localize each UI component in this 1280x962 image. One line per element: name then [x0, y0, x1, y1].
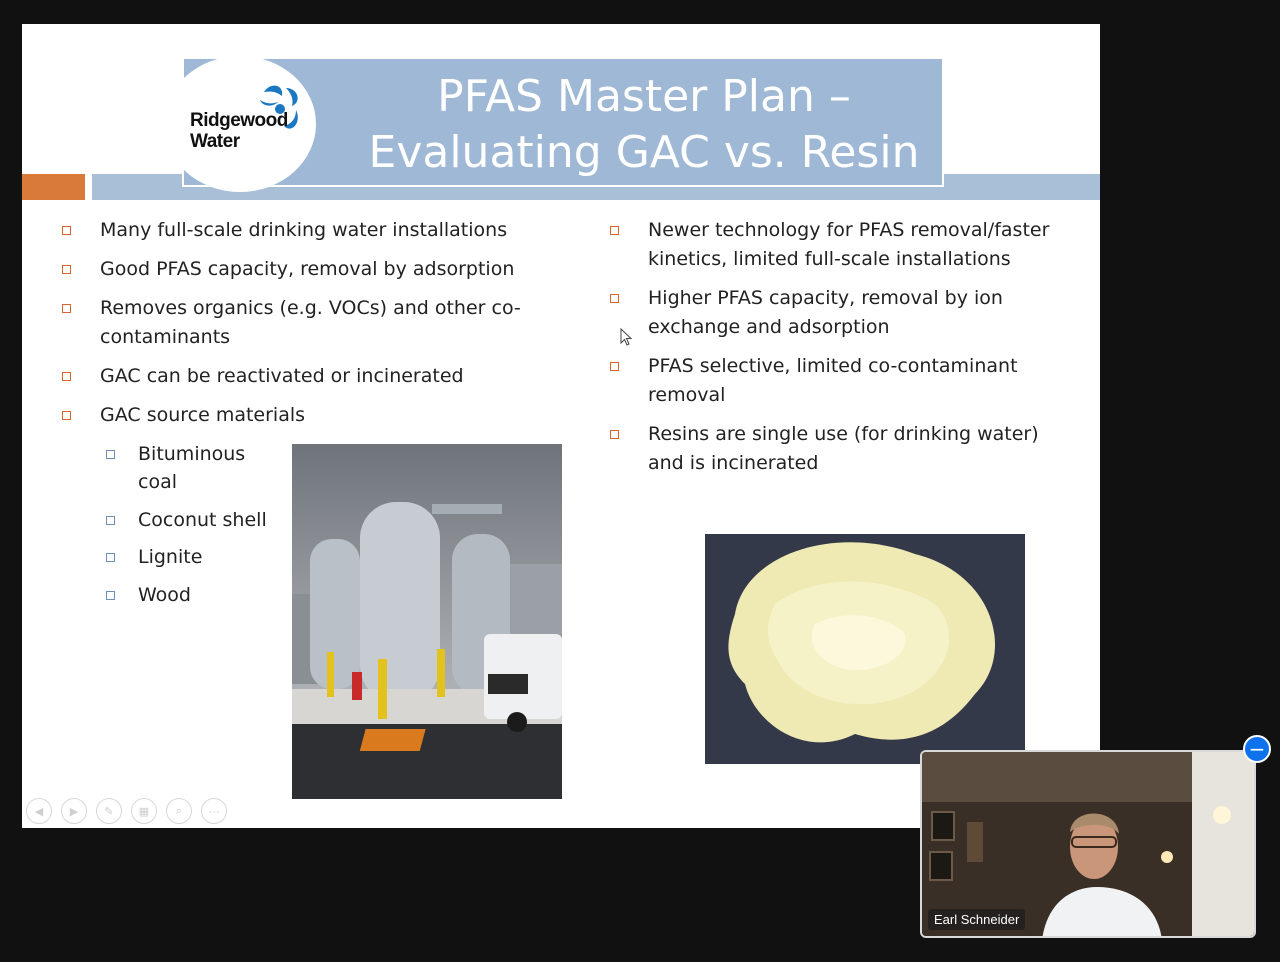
participant-name: Earl Schneider [928, 909, 1025, 930]
bullet-text: Resins are single use (for drinking water) and is incinerated [648, 423, 1039, 474]
bullet-text: Bituminous coal [138, 443, 246, 493]
slide-title: PFAS Master Plan – Evaluating GAC vs. Resin [368, 71, 920, 178]
bullet-icon [610, 362, 619, 371]
bullet-icon [610, 226, 619, 235]
resin-bullet-list [610, 216, 1050, 488]
slides-icon[interactable]: ▦ [131, 798, 157, 824]
presentation-slide [22, 24, 1100, 828]
list-item [106, 581, 286, 609]
list-item [62, 255, 582, 284]
bullet-text: GAC source materials [100, 404, 306, 426]
bullet-icon [106, 553, 115, 562]
logo-text: Ridgewood Water [190, 110, 288, 152]
bullet-icon [62, 226, 71, 235]
bullet-icon [62, 411, 71, 420]
prev-icon[interactable]: ◀ [26, 798, 52, 824]
resin-photo [705, 534, 1025, 764]
bullet-icon [106, 591, 115, 600]
accent-bar [22, 174, 85, 200]
minimize-video-button[interactable] [1243, 735, 1271, 763]
list-item [610, 352, 1050, 410]
next-icon[interactable]: ▶ [61, 798, 87, 824]
source-materials-list [106, 440, 286, 618]
bullet-icon [610, 294, 619, 303]
mouse-cursor-icon [620, 328, 632, 346]
bullet-text: Higher PFAS capacity, removal by ion exchange and adsorption [648, 287, 1003, 338]
list-item [62, 401, 582, 430]
pen-icon[interactable]: ✎ [96, 798, 122, 824]
list-item [610, 284, 1050, 342]
minus-icon: − [1248, 737, 1266, 761]
slide-nav-toolbar [26, 798, 227, 824]
bullet-text: Wood [138, 583, 191, 606]
ridgewood-logo [164, 56, 316, 192]
bullet-icon [106, 450, 115, 459]
gac-bullet-list [62, 216, 582, 440]
list-item [610, 420, 1050, 478]
bullet-text: Good PFAS capacity, removal by adsorption [100, 258, 515, 280]
zoom-icon[interactable]: ⌕ [166, 798, 192, 824]
more-icon[interactable]: ⋯ [201, 798, 227, 824]
list-item [106, 440, 286, 496]
bullet-text: PFAS selective, limited co-contaminant removal [648, 355, 1018, 406]
bullet-text: Removes organics (e.g. VOCs) and other co-contaminants [100, 297, 521, 348]
bullet-icon [62, 372, 71, 381]
bullet-text: GAC can be reactivated or incinerated [100, 365, 464, 387]
list-item [62, 362, 582, 391]
bullet-text: Lignite [138, 546, 203, 568]
bullet-icon [106, 516, 115, 525]
list-item [62, 294, 530, 352]
bullet-text: Many full-scale drinking water installations [100, 219, 508, 241]
bullet-text: Coconut shell [138, 508, 267, 531]
list-item [610, 216, 1050, 274]
gac-plant-photo [292, 444, 562, 799]
participant-video-tile[interactable] [920, 750, 1256, 938]
bullet-icon [62, 265, 71, 274]
bullet-icon [610, 430, 619, 439]
bullet-icon [62, 304, 71, 313]
list-item [106, 506, 286, 534]
list-item [62, 216, 582, 245]
bullet-text: Newer technology for PFAS removal/faster kinetics, limited full-scale installations [648, 219, 1050, 270]
list-item [106, 543, 286, 571]
